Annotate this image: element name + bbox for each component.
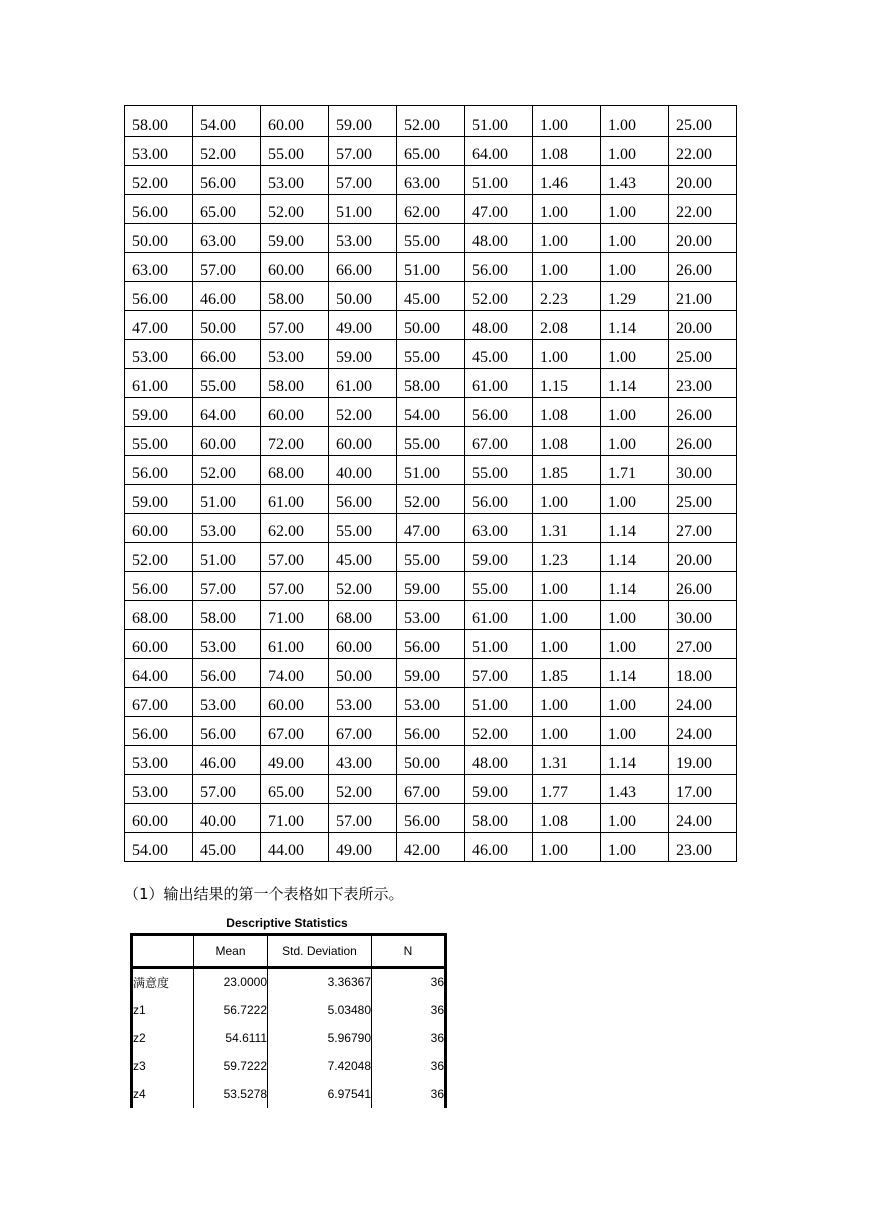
table-cell: 1.14: [601, 543, 669, 572]
table-cell: 64.00: [193, 398, 261, 427]
table-cell: 1.14: [601, 746, 669, 775]
table-cell: 23.00: [669, 369, 737, 398]
table-cell: 1.15: [533, 369, 601, 398]
descriptive-statistics-table: [130, 933, 447, 1108]
table-cell: 25.00: [669, 106, 737, 137]
table-cell: 56.00: [397, 630, 465, 659]
table-cell: 2.23: [533, 282, 601, 311]
table-row: [125, 106, 737, 137]
table-cell: 60.00: [261, 398, 329, 427]
table-cell: 56.00: [465, 398, 533, 427]
table-cell: 71.00: [261, 804, 329, 833]
table-cell: 61.00: [125, 369, 193, 398]
table-cell: 52.00: [125, 166, 193, 195]
table-cell: 1.08: [533, 137, 601, 166]
table-cell: 56.00: [125, 195, 193, 224]
caption-text: （1）输出结果的第一个表格如下表所示。: [124, 885, 404, 903]
table-cell: 53.00: [261, 166, 329, 195]
stats-row: [132, 996, 446, 1024]
table-row: [125, 398, 737, 427]
table-cell: 24.00: [669, 688, 737, 717]
table-cell: 1.00: [533, 253, 601, 282]
table-cell: 60.00: [329, 427, 397, 456]
table-cell: 67.00: [397, 775, 465, 804]
table-cell: 49.00: [261, 746, 329, 775]
stats-mean: 54.6111: [194, 1024, 268, 1052]
data-table-body: [125, 106, 737, 862]
stats-row-label: z1: [132, 996, 194, 1024]
table-cell: 47.00: [125, 311, 193, 340]
table-cell: 56.00: [465, 253, 533, 282]
table-cell: 61.00: [465, 601, 533, 630]
stats-table-body: [132, 968, 446, 1108]
table-cell: 68.00: [125, 601, 193, 630]
table-cell: 43.00: [329, 746, 397, 775]
table-cell: 46.00: [193, 746, 261, 775]
table-cell: 46.00: [193, 282, 261, 311]
table-cell: 1.14: [601, 514, 669, 543]
table-cell: 56.00: [125, 282, 193, 311]
table-cell: 67.00: [125, 688, 193, 717]
table-cell: 1.00: [533, 572, 601, 601]
stats-std-deviation: 7.42048: [268, 1052, 372, 1080]
table-cell: 59.00: [329, 340, 397, 369]
stats-n: 36: [372, 1052, 446, 1080]
table-cell: 52.00: [397, 485, 465, 514]
table-cell: 63.00: [397, 166, 465, 195]
table-cell: 1.00: [533, 630, 601, 659]
table-row: [125, 572, 737, 601]
data-table: [124, 105, 737, 862]
table-cell: 51.00: [465, 688, 533, 717]
table-cell: 55.00: [125, 427, 193, 456]
table-cell: 59.00: [329, 106, 397, 137]
table-cell: 24.00: [669, 717, 737, 746]
stats-std-deviation: 5.03480: [268, 996, 372, 1024]
table-cell: 57.00: [329, 166, 397, 195]
table-cell: 58.00: [261, 369, 329, 398]
table-cell: 49.00: [329, 833, 397, 862]
table-cell: 45.00: [397, 282, 465, 311]
table-cell: 51.00: [465, 166, 533, 195]
table-cell: 71.00: [261, 601, 329, 630]
table-cell: 56.00: [397, 804, 465, 833]
stats-n: 36: [372, 968, 446, 996]
table-cell: 21.00: [669, 282, 737, 311]
table-row: [125, 630, 737, 659]
stats-table-title: Descriptive Statistics: [226, 916, 348, 930]
table-cell: 40.00: [329, 456, 397, 485]
table-cell: 59.00: [397, 572, 465, 601]
table-cell: 66.00: [329, 253, 397, 282]
table-row: [125, 224, 737, 253]
table-cell: 27.00: [669, 514, 737, 543]
table-row: [125, 601, 737, 630]
stats-std-deviation: 5.96790: [268, 1024, 372, 1052]
table-cell: 59.00: [125, 485, 193, 514]
table-cell: 56.00: [193, 659, 261, 688]
table-cell: 53.00: [329, 224, 397, 253]
table-cell: 65.00: [397, 137, 465, 166]
table-cell: 47.00: [465, 195, 533, 224]
table-cell: 1.00: [601, 106, 669, 137]
table-cell: 51.00: [193, 543, 261, 572]
table-cell: 60.00: [125, 514, 193, 543]
stats-row: [132, 1052, 446, 1080]
table-cell: 30.00: [669, 601, 737, 630]
stats-n: 36: [372, 1080, 446, 1108]
stats-n: 36: [372, 996, 446, 1024]
table-cell: 53.00: [329, 688, 397, 717]
table-cell: 1.00: [601, 137, 669, 166]
table-cell: 45.00: [193, 833, 261, 862]
table-cell: 40.00: [193, 804, 261, 833]
table-cell: 68.00: [329, 601, 397, 630]
table-cell: 63.00: [125, 253, 193, 282]
table-row: [125, 514, 737, 543]
table-cell: 1.29: [601, 282, 669, 311]
table-cell: 50.00: [397, 311, 465, 340]
table-cell: 23.00: [669, 833, 737, 862]
table-cell: 58.00: [465, 804, 533, 833]
table-cell: 1.00: [601, 224, 669, 253]
table-cell: 50.00: [329, 659, 397, 688]
stats-row-label: 满意度: [132, 968, 194, 996]
table-cell: 1.00: [533, 224, 601, 253]
table-cell: 44.00: [261, 833, 329, 862]
table-cell: 59.00: [465, 543, 533, 572]
table-cell: 47.00: [397, 514, 465, 543]
table-cell: 65.00: [261, 775, 329, 804]
table-cell: 26.00: [669, 253, 737, 282]
table-row: [125, 746, 737, 775]
table-cell: 1.00: [533, 833, 601, 862]
table-cell: 1.43: [601, 166, 669, 195]
table-cell: 50.00: [193, 311, 261, 340]
table-cell: 52.00: [397, 106, 465, 137]
stats-mean: 53.5278: [194, 1080, 268, 1108]
table-cell: 1.14: [601, 311, 669, 340]
table-cell: 52.00: [329, 398, 397, 427]
table-cell: 1.00: [601, 688, 669, 717]
table-row: [125, 688, 737, 717]
table-cell: 1.00: [601, 804, 669, 833]
table-cell: 1.00: [533, 601, 601, 630]
table-cell: 56.00: [193, 717, 261, 746]
table-row: [125, 804, 737, 833]
table-cell: 1.00: [533, 485, 601, 514]
table-cell: 59.00: [397, 659, 465, 688]
table-cell: 1.08: [533, 398, 601, 427]
table-cell: 25.00: [669, 485, 737, 514]
table-cell: 48.00: [465, 311, 533, 340]
table-cell: 61.00: [261, 485, 329, 514]
table-cell: 60.00: [261, 253, 329, 282]
table-cell: 1.46: [533, 166, 601, 195]
table-cell: 1.00: [601, 253, 669, 282]
table-cell: 48.00: [465, 746, 533, 775]
table-cell: 72.00: [261, 427, 329, 456]
table-cell: 51.00: [465, 106, 533, 137]
table-cell: 57.00: [193, 572, 261, 601]
table-cell: 46.00: [465, 833, 533, 862]
table-cell: 67.00: [465, 427, 533, 456]
table-cell: 56.00: [125, 717, 193, 746]
table-cell: 45.00: [465, 340, 533, 369]
table-cell: 18.00: [669, 659, 737, 688]
table-cell: 74.00: [261, 659, 329, 688]
table-cell: 60.00: [261, 106, 329, 137]
table-cell: 1.14: [601, 659, 669, 688]
table-cell: 1.00: [601, 601, 669, 630]
table-cell: 26.00: [669, 572, 737, 601]
stats-row: [132, 968, 446, 996]
table-cell: 57.00: [261, 572, 329, 601]
header-n: N: [372, 935, 446, 968]
table-cell: 55.00: [465, 572, 533, 601]
stats-std-deviation: 6.97541: [268, 1080, 372, 1108]
table-cell: 61.00: [465, 369, 533, 398]
table-cell: 17.00: [669, 775, 737, 804]
stats-n: 36: [372, 1024, 446, 1052]
table-cell: 1.00: [601, 427, 669, 456]
table-cell: 27.00: [669, 630, 737, 659]
table-cell: 57.00: [465, 659, 533, 688]
table-cell: 1.31: [533, 746, 601, 775]
table-cell: 22.00: [669, 137, 737, 166]
table-cell: 1.08: [533, 427, 601, 456]
table-cell: 51.00: [465, 630, 533, 659]
table-row: [125, 311, 737, 340]
table-cell: 59.00: [261, 224, 329, 253]
table-cell: 61.00: [329, 369, 397, 398]
table-cell: 53.00: [193, 514, 261, 543]
table-cell: 1.85: [533, 456, 601, 485]
table-cell: 1.08: [533, 804, 601, 833]
table-cell: 58.00: [261, 282, 329, 311]
table-cell: 57.00: [329, 804, 397, 833]
stats-row-label: z2: [132, 1024, 194, 1052]
table-cell: 1.00: [601, 717, 669, 746]
table-row: [125, 195, 737, 224]
table-cell: 52.00: [329, 775, 397, 804]
table-cell: 61.00: [261, 630, 329, 659]
table-cell: 58.00: [193, 601, 261, 630]
table-cell: 56.00: [125, 456, 193, 485]
table-row: [125, 659, 737, 688]
table-cell: 56.00: [329, 485, 397, 514]
table-cell: 53.00: [193, 630, 261, 659]
table-cell: 60.00: [193, 427, 261, 456]
stats-mean: 56.7222: [194, 996, 268, 1024]
table-row: [125, 137, 737, 166]
table-cell: 22.00: [669, 195, 737, 224]
stats-row-label: z3: [132, 1052, 194, 1080]
table-cell: 55.00: [397, 224, 465, 253]
table-cell: 51.00: [397, 253, 465, 282]
table-cell: 45.00: [329, 543, 397, 572]
table-cell: 55.00: [397, 543, 465, 572]
table-cell: 1.14: [601, 572, 669, 601]
table-row: [125, 717, 737, 746]
table-cell: 1.00: [533, 340, 601, 369]
table-cell: 52.00: [193, 456, 261, 485]
table-cell: 53.00: [125, 746, 193, 775]
table-cell: 1.77: [533, 775, 601, 804]
table-cell: 59.00: [125, 398, 193, 427]
stats-row: [132, 1080, 446, 1108]
table-cell: 52.00: [193, 137, 261, 166]
stats-std-deviation: 3.36367: [268, 968, 372, 996]
table-cell: 53.00: [397, 601, 465, 630]
table-row: [125, 369, 737, 398]
header-blank: [132, 935, 194, 968]
table-cell: 56.00: [397, 717, 465, 746]
table-cell: 54.00: [125, 833, 193, 862]
table-cell: 53.00: [193, 688, 261, 717]
table-cell: 20.00: [669, 311, 737, 340]
table-cell: 1.00: [601, 398, 669, 427]
table-cell: 56.00: [193, 166, 261, 195]
table-cell: 55.00: [193, 369, 261, 398]
table-cell: 2.08: [533, 311, 601, 340]
table-cell: 64.00: [465, 137, 533, 166]
table-cell: 62.00: [397, 195, 465, 224]
table-cell: 52.00: [329, 572, 397, 601]
table-cell: 26.00: [669, 427, 737, 456]
table-cell: 60.00: [125, 630, 193, 659]
table-row: [125, 833, 737, 862]
table-cell: 56.00: [465, 485, 533, 514]
table-cell: 1.23: [533, 543, 601, 572]
table-cell: 53.00: [261, 340, 329, 369]
table-cell: 1.31: [533, 514, 601, 543]
table-cell: 52.00: [465, 282, 533, 311]
table-cell: 57.00: [193, 253, 261, 282]
table-cell: 1.71: [601, 456, 669, 485]
table-cell: 55.00: [261, 137, 329, 166]
table-cell: 20.00: [669, 543, 737, 572]
table-cell: 60.00: [261, 688, 329, 717]
table-cell: 51.00: [193, 485, 261, 514]
table-cell: 1.00: [533, 688, 601, 717]
table-cell: 52.00: [125, 543, 193, 572]
table-cell: 60.00: [329, 630, 397, 659]
table-cell: 20.00: [669, 224, 737, 253]
table-cell: 65.00: [193, 195, 261, 224]
stats-row-label: z4: [132, 1080, 194, 1108]
header-mean: Mean: [194, 935, 268, 968]
table-cell: 57.00: [261, 311, 329, 340]
table-cell: 57.00: [329, 137, 397, 166]
table-cell: 64.00: [125, 659, 193, 688]
table-row: [125, 485, 737, 514]
table-cell: 50.00: [125, 224, 193, 253]
table-cell: 67.00: [261, 717, 329, 746]
table-row: [125, 166, 737, 195]
table-cell: 59.00: [465, 775, 533, 804]
table-cell: 54.00: [397, 398, 465, 427]
table-cell: 1.00: [601, 485, 669, 514]
table-cell: 53.00: [125, 340, 193, 369]
table-cell: 50.00: [329, 282, 397, 311]
table-cell: 26.00: [669, 398, 737, 427]
table-row: [125, 340, 737, 369]
table-cell: 49.00: [329, 311, 397, 340]
table-cell: 51.00: [329, 195, 397, 224]
stats-row: [132, 1024, 446, 1052]
table-cell: 53.00: [397, 688, 465, 717]
table-cell: 52.00: [465, 717, 533, 746]
table-cell: 1.00: [533, 717, 601, 746]
stats-mean: 23.0000: [194, 968, 268, 996]
table-cell: 51.00: [397, 456, 465, 485]
table-cell: 42.00: [397, 833, 465, 862]
table-cell: 55.00: [397, 427, 465, 456]
table-row: [125, 543, 737, 572]
table-cell: 1.00: [601, 630, 669, 659]
table-cell: 53.00: [125, 137, 193, 166]
table-cell: 1.14: [601, 369, 669, 398]
table-cell: 48.00: [465, 224, 533, 253]
table-cell: 1.00: [601, 195, 669, 224]
table-row: [125, 253, 737, 282]
table-cell: 1.43: [601, 775, 669, 804]
table-cell: 58.00: [125, 106, 193, 137]
table-cell: 52.00: [261, 195, 329, 224]
table-cell: 1.00: [533, 106, 601, 137]
table-cell: 1.00: [601, 833, 669, 862]
table-cell: 55.00: [397, 340, 465, 369]
table-cell: 55.00: [329, 514, 397, 543]
table-cell: 57.00: [193, 775, 261, 804]
table-cell: 66.00: [193, 340, 261, 369]
table-cell: 62.00: [261, 514, 329, 543]
table-cell: 58.00: [397, 369, 465, 398]
table-cell: 1.85: [533, 659, 601, 688]
table-cell: 30.00: [669, 456, 737, 485]
table-cell: 68.00: [261, 456, 329, 485]
table-cell: 50.00: [397, 746, 465, 775]
table-cell: 54.00: [193, 106, 261, 137]
table-cell: 19.00: [669, 746, 737, 775]
table-cell: 67.00: [329, 717, 397, 746]
table-row: [125, 282, 737, 311]
stats-mean: 59.7222: [194, 1052, 268, 1080]
table-cell: 1.00: [601, 340, 669, 369]
table-cell: 25.00: [669, 340, 737, 369]
table-cell: 63.00: [465, 514, 533, 543]
table-cell: 56.00: [125, 572, 193, 601]
table-cell: 55.00: [465, 456, 533, 485]
table-row: [125, 775, 737, 804]
table-cell: 60.00: [125, 804, 193, 833]
table-cell: 57.00: [261, 543, 329, 572]
table-cell: 63.00: [193, 224, 261, 253]
table-cell: 1.00: [533, 195, 601, 224]
table-row: [125, 427, 737, 456]
table-row: [125, 456, 737, 485]
stats-header-row: [132, 935, 446, 968]
table-cell: 20.00: [669, 166, 737, 195]
table-cell: 24.00: [669, 804, 737, 833]
table-cell: 53.00: [125, 775, 193, 804]
header-std-deviation: Std. Deviation: [268, 935, 372, 968]
